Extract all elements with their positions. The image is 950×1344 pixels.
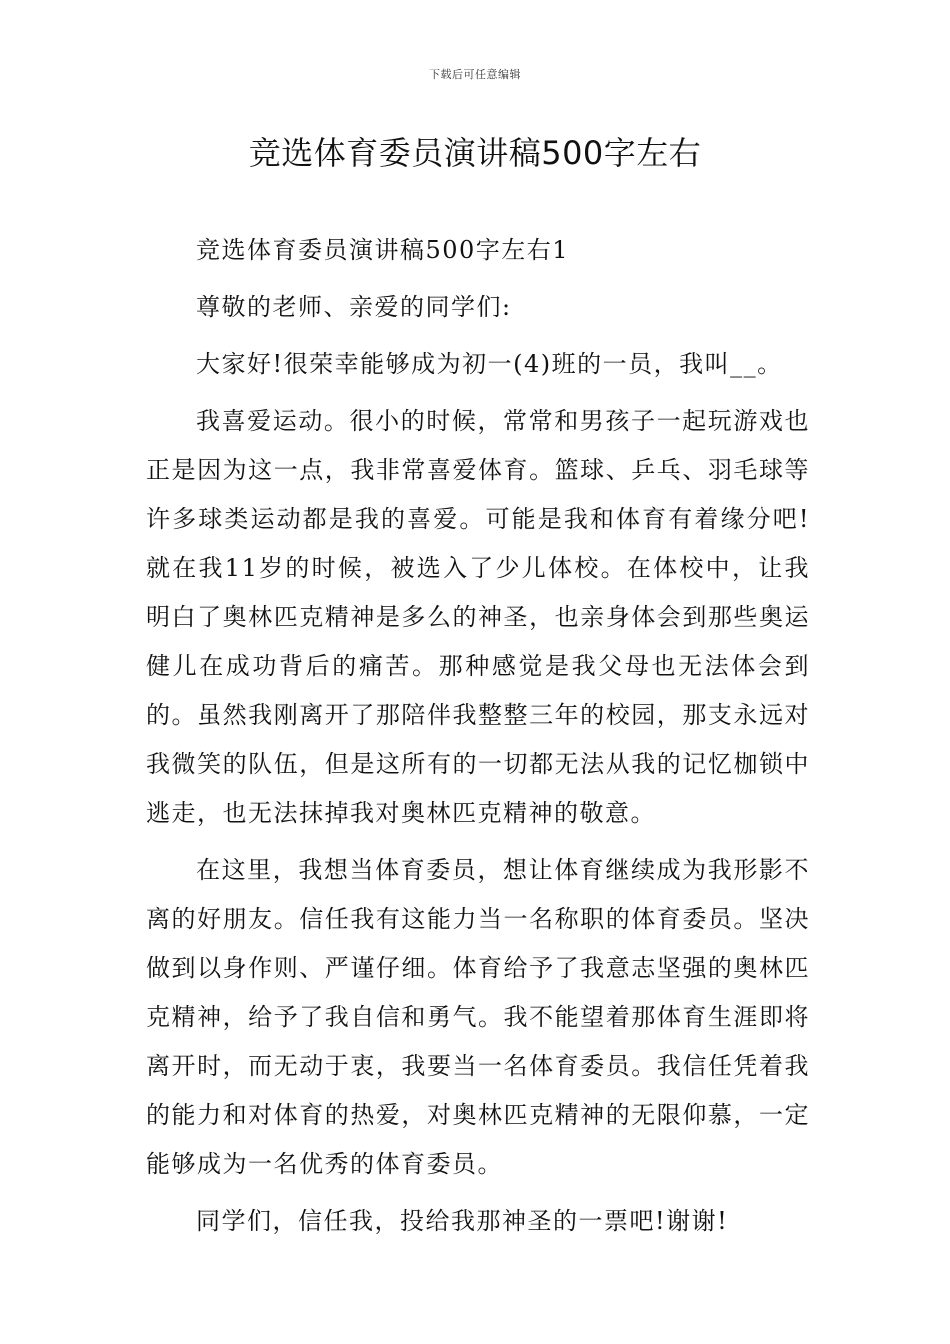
paragraph-intro: 大家好!很荣幸能够成为初一(4)班的一员，我叫__。 bbox=[196, 350, 783, 378]
paragraph-subtitle: 竞选体育委员演讲稿500字左右1 bbox=[196, 236, 570, 264]
paragraph-body-1: 我喜爱运动。很小的时候，常常和男孩子一起玩游戏也正是因为这一点，我非常喜爱体育。篮球、乒乓、羽毛球等许多球类运动都是我的喜爱。可能是我和体育有着缘分吧!就在我11岁的时候，被选入了少儿体校。在体校中，让我明白了奥林匹克精神是多么的神圣，也亲身体会到那些奥运健儿在成功背后的痛苦。那种感觉是我父母也无法体会到的。虽然我刚离开了那陪伴我整整三年的校园，那支永远对我微笑的队伍，但是这所有的一切都无法从我的记忆枷锁中逃走，也无法抹掉我对奥林匹克精神的敬意。 bbox=[146, 407, 810, 827]
paragraph-greeting: 尊敬的老师、亲爱的同学们: bbox=[196, 293, 512, 321]
page-title: 竞选体育委员演讲稿500字左右 bbox=[248, 134, 702, 172]
paragraph-closing: 同学们，信任我，投给我那神圣的一票吧!谢谢! bbox=[196, 1207, 729, 1235]
paragraph-body-2: 在这里，我想当体育委员，想让体育继续成为我形影不离的好朋友。信任我有这能力当一名称职的体育委员。坚决做到以身作则、严谨仔细。体育给予了我意志坚强的奥林匹克精神，给予了我自信和勇气。我不能望着那体育生涯即将离开时，而无动于衷，我要当一名体育委员。我信任凭着我的能力和对体育的热爱，对奥林匹克精神的无限仰慕，一定能够成为一名优秀的体育委员。 bbox=[146, 856, 810, 1178]
header-note: 下载后可任意编辑 bbox=[429, 68, 521, 81]
document-body bbox=[146, 226, 810, 1254]
